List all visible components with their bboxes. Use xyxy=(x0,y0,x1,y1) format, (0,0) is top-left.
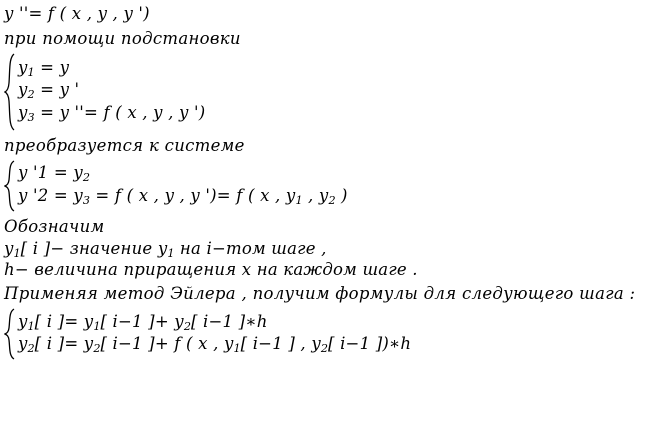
denote-y1-line xyxy=(4,238,664,260)
transformed-system xyxy=(4,160,664,212)
left-brace-icon xyxy=(4,160,16,212)
substitution-system xyxy=(4,53,664,131)
text-denote-label: Обозначим xyxy=(4,216,105,236)
transformed-row-2-text: y '$2 = y_3 = f$ ( x , y , y ')= f ( x , $y_1$ , $y_2$ ) xyxy=(18,185,348,207)
substitution-row-3-text: $y_3 = y$ ''= f ( x , y , y ') xyxy=(18,102,206,124)
transformed-row-1-text: y '$1 = y_2$ xyxy=(18,163,90,185)
euler-row-1 xyxy=(18,314,411,332)
denote-y1-text: $y_1$[ i ]− значение $y_1$ на i−том шаге , xyxy=(4,238,327,260)
equation-second-order xyxy=(4,6,664,23)
substitution-row-3 xyxy=(18,102,206,124)
substitution-row-2 xyxy=(18,82,205,100)
text-euler-method xyxy=(4,284,664,303)
transformed-row-2 xyxy=(18,185,348,207)
substitution-system-lines xyxy=(18,53,205,131)
denote-h-line xyxy=(4,259,664,279)
euler-formulas-lines xyxy=(18,308,411,360)
left-brace-icon xyxy=(4,53,16,131)
transformed-system-lines xyxy=(18,160,348,212)
denote-h-text: h− величина приращения x на каждом шаге . xyxy=(4,259,418,279)
euler-row-2-text: $y_2$[ i ]= $y_2$[ i−1 ]+ f ( x , $y_1$[ i−1 ] , $y_2$[ i−1 ])∗h xyxy=(18,334,412,356)
euler-row-1-text: $y_1$[ i ]= $y_1$[ i−1 ]+ $y_2$[ i−1 ]∗h xyxy=(18,312,268,334)
substitution-row-1 xyxy=(18,57,205,80)
substitution-row-1-text: $y_1 = y$ xyxy=(18,57,70,80)
transformed-row-1 xyxy=(18,165,348,183)
text-denote xyxy=(4,217,664,236)
equation-second-order-text: y ''= f ( x , y , y ') xyxy=(4,4,150,23)
text-substitution-label: при помощи подстановки xyxy=(4,28,241,48)
left-brace-icon xyxy=(4,308,16,360)
text-transformed-to-system xyxy=(4,136,664,155)
euler-formulas-system xyxy=(4,308,664,360)
text-euler-method-label: Применяя метод Эйлера , получим формулы для следующего шага : xyxy=(4,284,636,304)
text-substitution xyxy=(4,29,664,48)
euler-row-2 xyxy=(18,336,411,354)
text-transformed-to-system-label: преобразуется к системе xyxy=(4,135,245,155)
substitution-row-2-text: $y_2 = y$ ' xyxy=(18,80,80,102)
